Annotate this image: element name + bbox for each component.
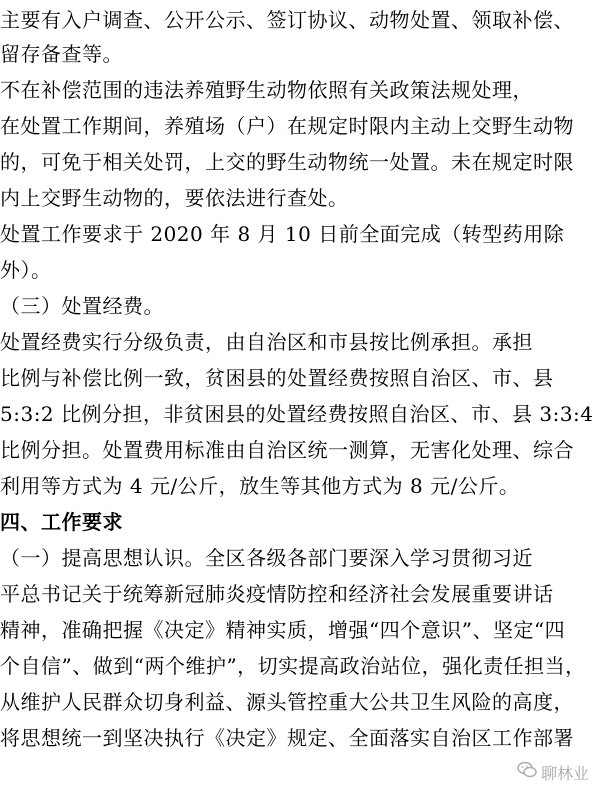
body-text-line: 的，可免于相关处罚，上交的野生动物统一处置。未在规定时限 xyxy=(0,150,574,174)
watermark xyxy=(513,760,593,784)
body-text-line: 主要有入户调查、公开公示、签订协议、动物处置、领取补偿、 xyxy=(0,8,574,32)
section-heading: 四、工作要求 xyxy=(0,510,123,534)
body-text-line: 将思想统一到坚决执行《决定》规定、全面落实自治区工作部署 xyxy=(0,726,574,750)
body-text-line: 比例与补偿比例一致，贫困县的处置经费按照自治区、市、县 xyxy=(0,366,554,390)
body-text-line: 平总书记关于统筹新冠肺炎疫情防控和经济社会发展重要讲话 xyxy=(0,582,554,606)
body-text-line: 精神，准确把握《决定》精神实质，增强“四个意识”、坚定“四 xyxy=(0,618,566,642)
body-text-line: 比例分担。处置费用标准由自治区统一测算，无害化处理、综合 xyxy=(0,438,574,462)
body-text-line: 内上交野生动物的，要依法进行查处。 xyxy=(0,186,349,210)
body-text-line: 外）。 xyxy=(0,258,52,282)
body-text-line: 处置经费实行分级负责，由自治区和市县按比例承担。承担 xyxy=(0,330,533,354)
body-text-line: 从维护人民群众切身利益、源头管控重大公共卫生风险的高度， xyxy=(0,690,574,714)
body-text-line: 5:3:2 比例分担，非贫困县的处置经费按照自治区、市、县 3:3:4 xyxy=(0,402,594,426)
body-text-line: （一）提高思想认识。全区各级各部门要深入学习贯彻习近 xyxy=(0,546,533,570)
body-text-line: 不在补偿范围的违法养殖野生动物依照有关政策法规处理， xyxy=(0,78,533,102)
body-text-line: 个自信”、做到“两个维护”，切实提高政治站位，强化责任担当， xyxy=(0,654,586,678)
body-text-line: 处置工作要求于 2020 年 8 月 10 日前全面完成（转型药用除 xyxy=(0,222,565,246)
watermark-text: 聊林业 xyxy=(540,763,589,783)
section-subheading: （三）处置经费。 xyxy=(0,294,164,318)
body-text-line: 在处置工作期间，养殖场（户）在规定时限内主动上交野生动物 xyxy=(0,114,574,138)
wechat-icon xyxy=(517,761,537,783)
body-text-line: 利用等方式为 4 元/公斤，放生等其他方式为 8 元/公斤。 xyxy=(0,474,520,498)
body-text-line: 留存备查等。 xyxy=(0,42,123,66)
